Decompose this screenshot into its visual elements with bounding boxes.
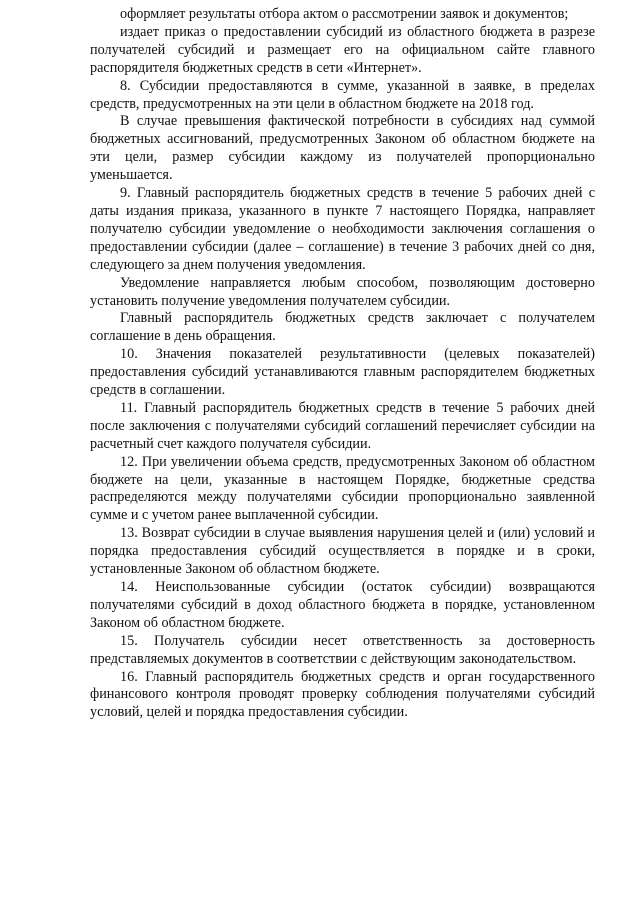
paragraph-12-increase: 12. При увеличении объема средств, предусмотренных Законом об областном бюджете на цели, указанные в настоящем Порядке, бюджетные средства распределяются между получателями субсидии пропорционально заявленной сумме и с учетом ранее выплаченной субсидии. [90,453,595,524]
paragraph-agreement-day: Главный распорядитель бюджетных средств заключает с получателем соглашение в день обращения. [90,310,595,345]
paragraph-notification-method: Уведомление направляется любым способом, позволяющим достоверно установить получение уведомления получателем субсидии. [90,274,595,309]
paragraph-13-return: 13. Возврат субсидии в случае выявления нарушения целей и (или) условий и порядка предоставления субсидий осуществляется в порядке и в сроки, установленные Законом об областном бюджете. [90,525,595,578]
paragraph-11-transfer: 11. Главный распорядитель бюджетных средств в течение 5 рабочих дней после заключения с получателями субсидий соглашений перечисляет субсидии на расчетный счет каждого получателя субсидии. [90,399,595,452]
paragraph-8-subsidy-amount: 8. Субсидии предоставляются в сумме, указанной в заявке, в пределах средств, предусмотренных на эти цели в областном бюджете на 2018 год. [90,77,595,112]
paragraph-9-notification: 9. Главный распорядитель бюджетных средств в течение 5 рабочих дней с даты издания приказа, указанного в пункте 7 настоящего Порядка, направляет получателю субсидии уведомление о необходимости заключения соглашения о предоставлении субсидии (далее – соглашение) в течение 3 рабочих дней со дня, следующего за днем получения уведомления. [90,185,595,273]
paragraph-excess-demand: В случае превышения фактической потребности в субсидиях над суммой бюджетных ассигнований, предусмотренных Законом об областном бюджете на эти цели, размер субсидии каждому из получателей пропорционально уменьшается. [90,113,595,184]
paragraph-16-control: 16. Главный распорядитель бюджетных средств и орган государственного финансового контроля проводят проверку соблюдения получателями субсидий условий, целей и порядка предоставления субсидии. [90,668,595,721]
paragraph-order-publication: издает приказ о предоставлении субсидий из областного бюджета в разрезе получателей субсидий и размещает его на официальном сайте главного распорядителя бюджетных средств в сети «Интернет». [90,23,595,76]
paragraph-15-responsibility: 15. Получатель субсидии несет ответственность за достоверность представляемых документов в соответствии с действующим законодательством. [90,632,595,667]
paragraph-14-unused: 14. Неиспользованные субсидии (остаток субсидии) возвращаются получателями субсидий в доход областного бюджета в порядке, установленном Законом об областном бюджете. [90,579,595,631]
document-page [90,6,595,722]
paragraph-10-indicators: 10. Значения показателей результативности (целевых показателей) предоставления субсидий устанавливаются главным распорядителем бюджетных средств в соглашении. [90,346,595,399]
paragraph-results-act: оформляет результаты отбора актом о рассмотрении заявок и документов; [120,6,569,22]
